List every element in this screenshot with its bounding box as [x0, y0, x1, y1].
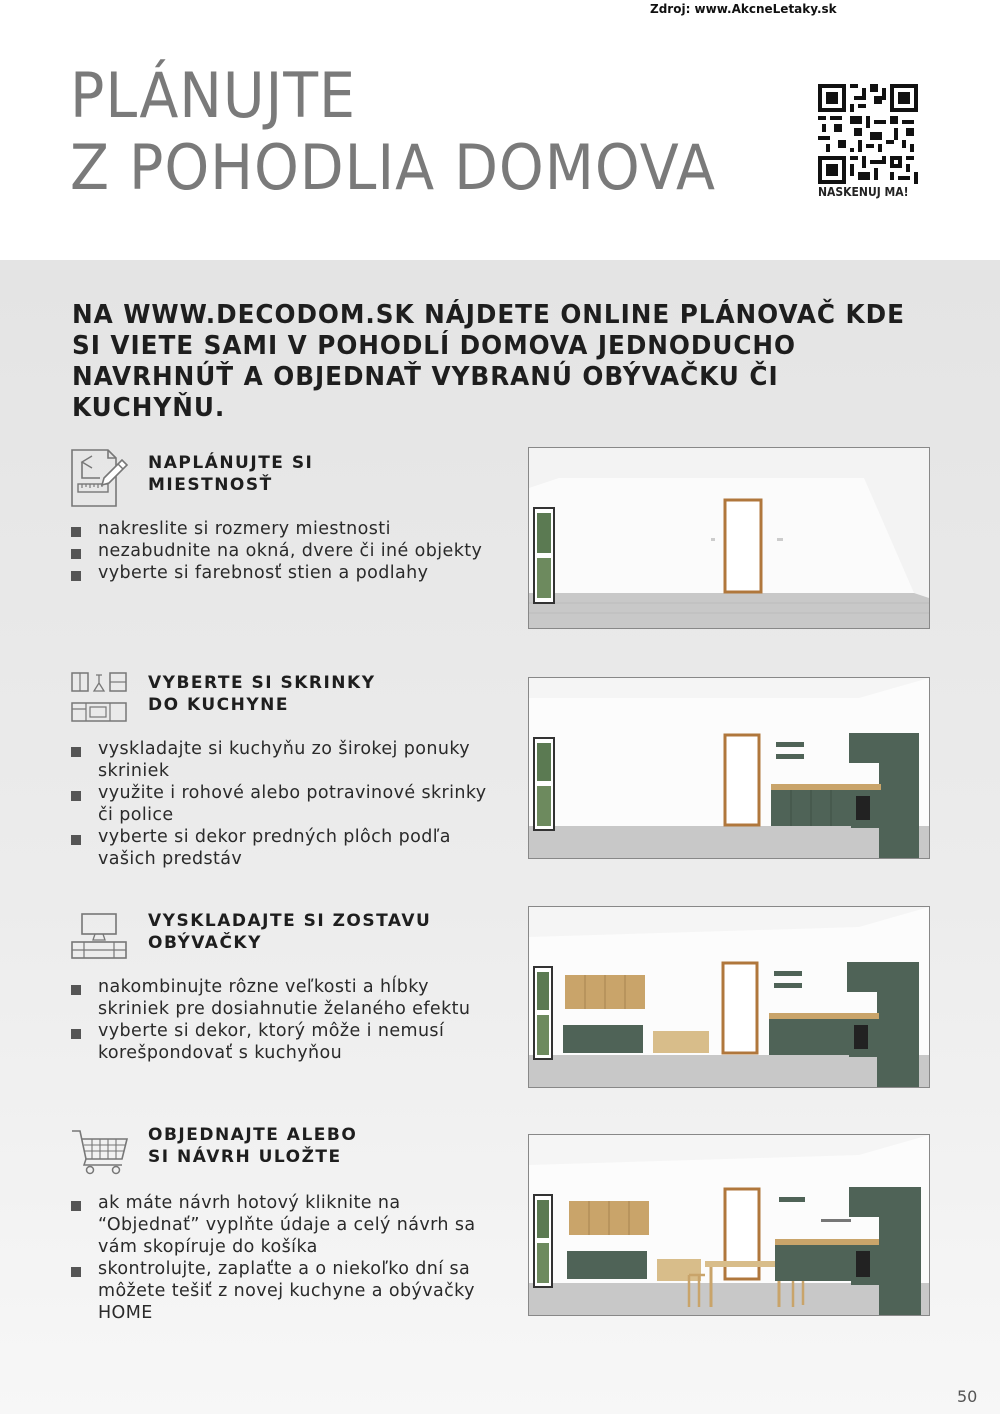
source-note: Zdroj: www.AkcneLetaky.sk [650, 2, 837, 16]
step-title [148, 910, 448, 954]
render-empty-room [528, 447, 930, 629]
list-item: nakreslite si rozmery miestnosti [70, 518, 490, 540]
step-title [148, 452, 448, 496]
step-bullets [70, 738, 490, 870]
room-plan-icon [70, 448, 130, 510]
step-title-line-1: VYBERTE SI SKRINKY [148, 673, 376, 693]
list-item: vyskladajte si kuchyňu zo širokej ponuky skriniek [70, 738, 490, 782]
page-title [70, 60, 716, 204]
list-item: vyberte si farebnosť stien a podlahy [70, 562, 490, 584]
list-item: vyberte si dekor, ktorý môže i nemusí korešpondovať s kuchyňou [70, 1020, 490, 1064]
step-title-line-2: DO KUCHYNE [148, 695, 290, 715]
render-living-room [528, 906, 930, 1088]
title-line-2: Z POHODLIA DOMOVA [70, 131, 716, 204]
list-item: skontrolujte, zaplaťte a o niekoľko dní sa môžete tešiť z novej kuchyne a obývačky HOME [70, 1258, 490, 1324]
qr-code[interactable] [818, 84, 918, 184]
cabinets-icon [70, 668, 130, 730]
step-bullets [70, 1192, 490, 1324]
list-item: nezabudnite na okná, dvere či iné objekty [70, 540, 490, 562]
list-item: využite i rohové alebo potravinové skrinky či police [70, 782, 490, 826]
step-title-line-2: MIESTNOSŤ [148, 475, 273, 495]
list-item: vyberte si dekor predných plôch podľa vašich predstáv [70, 826, 490, 870]
intro-heading: NA WWW.DECODOM.SK NÁJDETE ONLINE PLÁNOVAČ KDE SI VIETE SAMI V POHODLÍ DOMOVA JEDNODUCHO NAVRHNÚŤ A OBJEDNAŤ VYBRANÚ OBÝVAČKU ČI KUCHYŇU. [72, 300, 905, 423]
render-finished-design [528, 1134, 930, 1316]
step-title-line-2: SI NÁVRH ULOŽTE [148, 1147, 342, 1167]
step-title [148, 672, 448, 716]
step-title-line-2: OBÝVAČKY [148, 933, 262, 953]
render-kitchen-cabinets [528, 677, 930, 859]
step-title-line-1: VYSKLADAJTE SI ZOSTAVU [148, 911, 432, 931]
title-line-1: PLÁNUJTE [70, 59, 356, 132]
step-title-line-1: OBJEDNAJTE ALEBO [148, 1125, 358, 1145]
shopping-cart-icon [70, 1120, 130, 1182]
qr-caption: NASKENUJ MA! [818, 185, 909, 199]
page-number: 50 [957, 1387, 978, 1406]
list-item: ak máte návrh hotový kliknite na “Objednať” vyplňte údaje a celý návrh sa vám skopíruje do košíka [70, 1192, 490, 1258]
step-title [148, 1124, 448, 1168]
step-bullets [70, 976, 490, 1064]
step-bullets [70, 518, 490, 584]
step-title-line-1: NAPLÁNUJTE SI [148, 453, 314, 473]
list-item: nakombinujte rôzne veľkosti a hĺbky skriniek pre dosiahnutie želaného efektu [70, 976, 490, 1020]
tv-unit-icon [70, 906, 130, 968]
